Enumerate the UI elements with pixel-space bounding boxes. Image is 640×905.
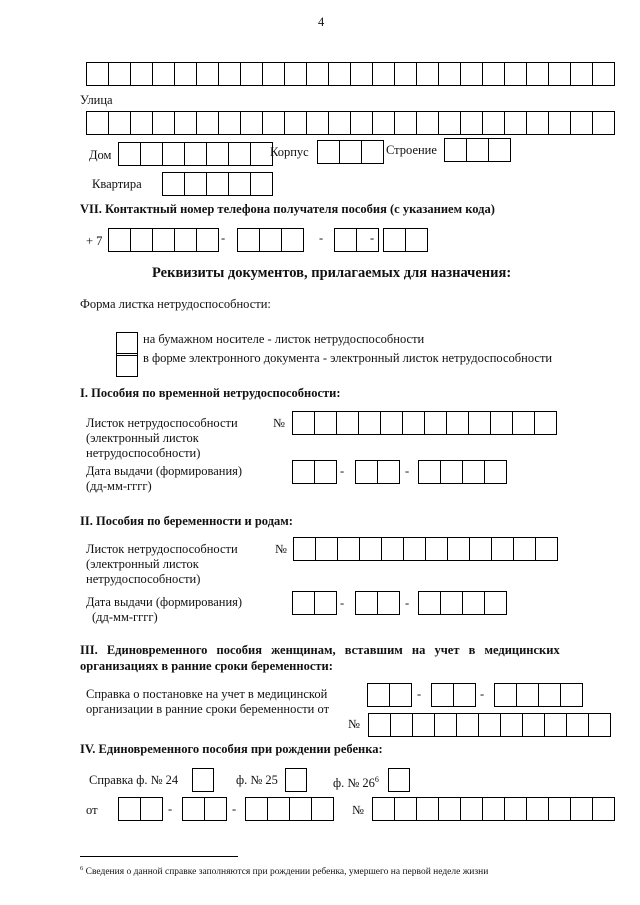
char-cell[interactable] [289, 797, 312, 821]
char-cell[interactable] [130, 111, 153, 135]
section-ii-date-label-1: Дата выдачи (формирования) [86, 595, 243, 609]
phone-prefix: + 7 [86, 234, 103, 248]
char-cell[interactable] [447, 537, 470, 561]
char-cell[interactable] [218, 62, 241, 86]
char-cell[interactable] [468, 411, 491, 435]
char-cell[interactable] [548, 111, 571, 135]
char-cell[interactable] [339, 140, 362, 164]
char-cell[interactable] [438, 797, 461, 821]
section-iv-date-day-field[interactable] [118, 797, 162, 821]
char-cell[interactable] [372, 797, 395, 821]
char-cell[interactable] [484, 591, 507, 615]
char-cell[interactable] [182, 797, 205, 821]
phone-part1-field[interactable] [237, 228, 303, 252]
char-cell[interactable] [245, 797, 268, 821]
section-ii-title: II. Пособия по беременности и родам: [80, 514, 293, 528]
section-ii-date-day-field[interactable] [292, 591, 336, 615]
section-i-date-year-field[interactable] [418, 460, 506, 484]
footnote-text: Сведения о данной справке заполняются при рождении ребенка, умершего на первой неделе жизни [85, 867, 489, 878]
char-cell[interactable] [262, 111, 285, 135]
char-cell[interactable] [478, 713, 501, 737]
char-cell[interactable] [262, 62, 285, 86]
section-iv-number-sign: № [352, 803, 364, 817]
house-field[interactable] [118, 142, 272, 166]
section-iv-date-dash-1: - [168, 802, 173, 816]
building-field[interactable] [444, 138, 510, 162]
char-cell[interactable] [108, 228, 131, 252]
char-cell[interactable] [130, 62, 153, 86]
form26-footnote-ref: 6 [374, 775, 379, 784]
section-ii-date-dash-2: - [405, 596, 410, 610]
char-cell[interactable] [548, 62, 571, 86]
section-i-sheet-label-3: нетрудоспособности) [86, 446, 201, 460]
char-cell[interactable] [228, 142, 251, 166]
char-cell[interactable] [218, 111, 241, 135]
char-cell[interactable] [381, 537, 404, 561]
char-cell[interactable] [512, 411, 535, 435]
char-cell[interactable] [293, 537, 316, 561]
block-label: Корпус [270, 145, 309, 159]
section-i-date-dash-1: - [340, 464, 345, 478]
char-cell[interactable] [431, 683, 454, 707]
char-cell[interactable] [174, 111, 197, 135]
section-iv-date-month-field[interactable] [182, 797, 226, 821]
char-cell[interactable] [350, 62, 373, 86]
section-iii-date-month-field[interactable] [431, 683, 475, 707]
char-cell[interactable] [418, 591, 441, 615]
section-iii-cert-line1: Справка о постановке на учет в медицинской [86, 687, 328, 701]
building-label: Строение [386, 143, 437, 157]
char-cell[interactable] [259, 228, 282, 252]
char-cell[interactable] [358, 411, 381, 435]
char-cell[interactable] [152, 228, 175, 252]
char-cell[interactable] [108, 62, 131, 86]
char-cell[interactable] [504, 797, 527, 821]
section-iii-cert-line2: организации в ранние сроки беременности от [86, 702, 330, 716]
form25-checkbox[interactable] [285, 768, 307, 792]
char-cell[interactable] [456, 713, 479, 737]
char-cell[interactable] [206, 142, 229, 166]
char-cell[interactable] [389, 683, 412, 707]
char-cell[interactable] [328, 111, 351, 135]
char-cell[interactable] [462, 591, 485, 615]
char-cell[interactable] [356, 228, 379, 252]
char-cell[interactable] [482, 111, 505, 135]
char-cell[interactable] [237, 228, 260, 252]
char-cell[interactable] [453, 683, 476, 707]
char-cell[interactable] [416, 111, 439, 135]
char-cell[interactable] [281, 228, 304, 252]
char-cell[interactable] [538, 683, 561, 707]
char-cell[interactable] [306, 62, 329, 86]
block-field[interactable] [317, 140, 383, 164]
char-cell[interactable] [444, 138, 467, 162]
char-cell[interactable] [228, 172, 251, 196]
char-cell[interactable] [394, 797, 417, 821]
char-cell[interactable] [314, 591, 337, 615]
char-cell[interactable] [462, 460, 485, 484]
section-ii-date-year-field[interactable] [418, 591, 506, 615]
section-iv-title: IV. Единовременного пособия при рождении ребенка: [80, 742, 383, 756]
char-cell[interactable] [434, 713, 457, 737]
street-label: Улица [80, 93, 113, 107]
footnote-mark: 6 [80, 865, 84, 872]
section-ii-date-label-2: (дд-мм-гггг) [92, 610, 158, 624]
section-i-date-dash-2: - [405, 464, 410, 478]
char-cell[interactable] [548, 797, 571, 821]
char-cell[interactable] [516, 683, 539, 707]
electronic-option-checkbox[interactable] [116, 353, 138, 377]
char-cell[interactable] [425, 537, 448, 561]
section-i-sheet-number-field[interactable] [292, 411, 556, 435]
section-i-date-label-1: Дата выдачи (формирования) [86, 464, 243, 478]
documents-title: Реквизиты документов, прилагаемых для назначения: [152, 265, 512, 281]
char-cell[interactable] [383, 228, 406, 252]
char-cell[interactable] [372, 111, 395, 135]
char-cell[interactable] [174, 228, 197, 252]
char-cell[interactable] [118, 797, 141, 821]
apartment-field[interactable] [162, 172, 272, 196]
section-iii-date-day-field[interactable] [367, 683, 411, 707]
char-cell[interactable] [284, 62, 307, 86]
footnote [80, 862, 488, 879]
char-cell[interactable] [240, 62, 263, 86]
char-cell[interactable] [380, 411, 403, 435]
section-ii-sheet-label-3: нетрудоспособности) [86, 572, 201, 586]
char-cell[interactable] [482, 62, 505, 86]
char-cell[interactable] [140, 142, 163, 166]
char-cell[interactable] [206, 172, 229, 196]
char-cell[interactable] [284, 111, 307, 135]
char-cell[interactable] [592, 797, 615, 821]
form26-label: ф. № $26^6$ [333, 775, 379, 791]
section-i-number-sign: № [273, 416, 285, 430]
char-cell[interactable] [162, 142, 185, 166]
char-cell[interactable] [174, 62, 197, 86]
char-cell[interactable] [534, 411, 557, 435]
section-i-date-label-2: (дд-мм-гггг) [86, 479, 152, 493]
char-cell[interactable] [314, 411, 337, 435]
char-cell[interactable] [350, 111, 373, 135]
char-cell[interactable] [306, 111, 329, 135]
section-iii-date-year-field[interactable] [494, 683, 582, 707]
phone-part3-field[interactable] [383, 228, 427, 252]
char-cell[interactable] [482, 797, 505, 821]
char-cell[interactable] [377, 460, 400, 484]
section-iii-date-dash-1: - [417, 687, 422, 701]
char-cell[interactable] [535, 537, 558, 561]
section-ii-sheet-label-1: Листок нетрудоспособности [86, 542, 238, 556]
char-cell[interactable] [494, 683, 517, 707]
char-cell[interactable] [394, 111, 417, 135]
char-cell[interactable] [336, 411, 359, 435]
house-label: Дом [89, 148, 112, 162]
char-cell[interactable] [403, 537, 426, 561]
char-cell[interactable] [355, 460, 378, 484]
char-cell[interactable] [377, 591, 400, 615]
char-cell[interactable] [491, 537, 514, 561]
char-cell[interactable] [184, 172, 207, 196]
section-ii-sheet-label-2: (электронный листок [86, 557, 199, 571]
section-iv-date-dash-2: - [232, 802, 237, 816]
char-cell[interactable] [570, 797, 593, 821]
char-cell[interactable] [130, 228, 153, 252]
section-i-date-day-field[interactable] [292, 460, 336, 484]
char-cell[interactable] [560, 683, 583, 707]
char-cell[interactable] [328, 62, 351, 86]
char-cell[interactable] [418, 460, 441, 484]
char-cell[interactable] [108, 111, 131, 135]
char-cell[interactable] [526, 111, 549, 135]
char-cell[interactable] [292, 411, 315, 435]
char-cell[interactable] [311, 797, 334, 821]
address-top-field[interactable] [86, 62, 614, 86]
char-cell[interactable] [592, 111, 615, 135]
section-vii-title: VII. Контактный номер телефона получателя пособия (с указанием кода) [80, 202, 495, 216]
char-cell[interactable] [240, 111, 263, 135]
char-cell[interactable] [162, 172, 185, 196]
char-cell[interactable] [490, 411, 513, 435]
char-cell[interactable] [592, 62, 615, 86]
char-cell[interactable] [460, 111, 483, 135]
section-iii-cert-number-field[interactable] [368, 713, 610, 737]
apartment-label: Квартира [92, 177, 142, 191]
char-cell[interactable] [361, 140, 384, 164]
char-cell[interactable] [152, 111, 175, 135]
char-cell[interactable] [570, 62, 593, 86]
section-i-title: I. Пособия по временной нетрудоспособности: [80, 386, 341, 400]
section-iv-cert-number-field[interactable] [372, 797, 614, 821]
char-cell[interactable] [526, 62, 549, 86]
char-cell[interactable] [317, 140, 340, 164]
char-cell[interactable] [292, 591, 315, 615]
char-cell[interactable] [196, 111, 219, 135]
paper-option-label: на бумажном носителе - листок нетрудоспособности [143, 332, 425, 346]
char-cell[interactable] [334, 228, 357, 252]
char-cell[interactable] [367, 683, 390, 707]
street-field[interactable] [86, 111, 614, 135]
char-cell[interactable] [86, 111, 109, 135]
char-cell[interactable] [500, 713, 523, 737]
char-cell[interactable] [544, 713, 567, 737]
char-cell[interactable] [204, 797, 227, 821]
char-cell[interactable] [469, 537, 492, 561]
char-cell[interactable] [86, 62, 109, 86]
phone-dash-2: - [319, 231, 324, 245]
char-cell[interactable] [460, 797, 483, 821]
char-cell[interactable] [314, 460, 337, 484]
char-cell[interactable] [337, 537, 360, 561]
char-cell[interactable] [196, 228, 219, 252]
char-cell[interactable] [394, 62, 417, 86]
char-cell[interactable] [526, 797, 549, 821]
char-cell[interactable] [460, 62, 483, 86]
char-cell[interactable] [267, 797, 290, 821]
section-i-sheet-label-1: Листок нетрудоспособности [86, 416, 238, 430]
char-cell[interactable] [440, 460, 463, 484]
char-cell[interactable] [513, 537, 536, 561]
char-cell[interactable] [405, 228, 428, 252]
char-cell[interactable] [566, 713, 589, 737]
char-cell[interactable] [390, 713, 413, 737]
char-cell[interactable] [570, 111, 593, 135]
section-iv-date-year-field[interactable] [245, 797, 333, 821]
char-cell[interactable] [372, 62, 395, 86]
electronic-option-label: в форме электронного документа - электронный листок нетрудоспособности [143, 351, 553, 365]
char-cell[interactable] [416, 797, 439, 821]
char-cell[interactable] [184, 142, 207, 166]
phone-dash-1: - [221, 231, 226, 245]
char-cell[interactable] [412, 713, 435, 737]
char-cell[interactable] [484, 460, 507, 484]
char-cell[interactable] [438, 62, 461, 86]
from-label: от [86, 803, 98, 817]
section-i-date-month-field[interactable] [355, 460, 399, 484]
char-cell[interactable] [368, 713, 391, 737]
char-cell[interactable] [140, 797, 163, 821]
char-cell[interactable] [118, 142, 141, 166]
section-i-sheet-label-2: (электронный листок [86, 431, 199, 445]
form26-checkbox[interactable] [388, 768, 410, 792]
char-cell[interactable] [355, 591, 378, 615]
footnote-divider [80, 856, 238, 857]
char-cell[interactable] [292, 460, 315, 484]
form24-checkbox[interactable] [192, 768, 214, 792]
char-cell[interactable] [446, 411, 469, 435]
char-cell[interactable] [438, 111, 461, 135]
char-cell[interactable] [402, 411, 425, 435]
section-iii-number-sign: № [348, 717, 360, 731]
section-iii-title-line2: организациях в ранние сроки беременности: [80, 659, 333, 673]
section-ii-date-month-field[interactable] [355, 591, 399, 615]
page-number: 4 [318, 15, 325, 29]
phone-code-field[interactable] [108, 228, 218, 252]
section-ii-date-dash-1: - [340, 596, 345, 610]
char-cell[interactable] [504, 62, 527, 86]
char-cell[interactable] [359, 537, 382, 561]
section-ii-number-sign: № [275, 542, 287, 556]
section-iii-date-dash-2: - [480, 687, 485, 701]
char-cell[interactable] [488, 138, 511, 162]
char-cell[interactable] [250, 172, 273, 196]
char-cell[interactable] [466, 138, 489, 162]
char-cell[interactable] [196, 62, 219, 86]
section-iii-title-line1: III. Единовременного пособия женщинам, вставшим на учет в медицинских [80, 643, 560, 657]
section-ii-sheet-number-field[interactable] [293, 537, 557, 561]
char-cell[interactable] [522, 713, 545, 737]
char-cell[interactable] [504, 111, 527, 135]
char-cell[interactable] [315, 537, 338, 561]
phone-dash-3: - [370, 231, 375, 245]
form25-label: ф. № 25 [236, 773, 278, 787]
char-cell[interactable] [416, 62, 439, 86]
sick-leave-form-label: Форма листка нетрудоспособности: [80, 297, 271, 311]
char-cell[interactable] [588, 713, 611, 737]
char-cell[interactable] [424, 411, 447, 435]
char-cell[interactable] [152, 62, 175, 86]
char-cell[interactable] [440, 591, 463, 615]
cert-form24-label: Справка ф. № 24 [89, 773, 179, 787]
